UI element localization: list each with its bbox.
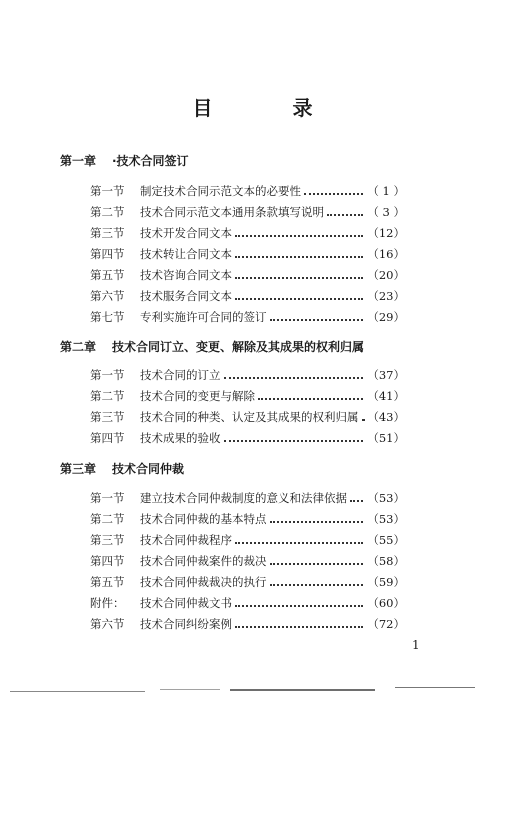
leader-dots bbox=[304, 193, 363, 195]
scan-edge-line bbox=[395, 687, 475, 688]
section-page: （29） bbox=[367, 310, 405, 324]
section-number: 第三节 bbox=[90, 226, 125, 240]
section-page: （72） bbox=[367, 617, 405, 631]
section-number: 第三节 bbox=[90, 410, 125, 424]
section-page: （ 1 ） bbox=[367, 184, 405, 198]
section-number: 第四节 bbox=[90, 554, 125, 568]
section-number: 第五节 bbox=[90, 268, 125, 282]
toc-entry bbox=[90, 288, 405, 304]
section-page: （53） bbox=[367, 512, 405, 526]
section-title: 制定技术合同示范文本的必要性 bbox=[140, 184, 301, 198]
leader-dots bbox=[235, 256, 363, 258]
leader-dots bbox=[235, 277, 363, 279]
chapter-number: 第二章 bbox=[60, 340, 97, 354]
toc-entry bbox=[90, 225, 405, 241]
toc-entry bbox=[90, 388, 405, 404]
section-title: 技术合同仲裁裁决的执行 bbox=[140, 575, 267, 589]
chapter-title: ·技术合同签订 bbox=[112, 154, 189, 168]
chapter-title: 技术合同仲裁 bbox=[112, 462, 185, 476]
toc-entry bbox=[90, 553, 405, 569]
section-page: （12） bbox=[367, 226, 405, 240]
section-page: （ 3 ） bbox=[367, 205, 405, 219]
toc-entry bbox=[90, 595, 405, 611]
section-number: 第六节 bbox=[90, 289, 125, 303]
leader-dots bbox=[235, 605, 363, 607]
scan-edge-line bbox=[10, 691, 145, 692]
leader-dots bbox=[270, 521, 364, 523]
scan-edge-line bbox=[230, 689, 375, 691]
section-title: 技术合同的订立 bbox=[140, 368, 221, 382]
section-number: 第四节 bbox=[90, 247, 125, 261]
section-number: 第二节 bbox=[90, 512, 125, 526]
toc-entry bbox=[90, 490, 405, 506]
section-page: （23） bbox=[367, 289, 405, 303]
chapter-number: 第三章 bbox=[60, 462, 97, 476]
section-page: （55） bbox=[367, 533, 405, 547]
toc-entry bbox=[90, 430, 405, 446]
section-title: 技术合同仲裁的基本特点 bbox=[140, 512, 267, 526]
toc-entry bbox=[90, 246, 405, 262]
section-page: （58） bbox=[367, 554, 405, 568]
toc-entry bbox=[90, 574, 405, 590]
section-page: （51） bbox=[367, 431, 405, 445]
chapter-heading bbox=[60, 152, 189, 169]
section-page: （37） bbox=[367, 368, 405, 382]
toc-entry bbox=[90, 204, 405, 220]
section-title: 建立技术合同仲裁制度的意义和法律依据 bbox=[140, 491, 347, 505]
section-number: 第二节 bbox=[90, 389, 125, 403]
section-number: 第五节 bbox=[90, 575, 125, 589]
section-title: 技术合同的变更与解除 bbox=[140, 389, 255, 403]
section-title: 技术合同仲裁案件的裁决 bbox=[140, 554, 267, 568]
toc-entry bbox=[90, 183, 405, 199]
section-page: （20） bbox=[367, 268, 405, 282]
leader-dots bbox=[235, 298, 363, 300]
section-title: 技术服务合同文本 bbox=[140, 289, 232, 303]
chapter-heading bbox=[60, 338, 364, 355]
section-number: 第三节 bbox=[90, 533, 125, 547]
section-number: 附件： bbox=[90, 596, 125, 610]
section-title: 技术合同纠纷案例 bbox=[140, 617, 232, 631]
section-title: 技术转让合同文本 bbox=[140, 247, 232, 261]
section-page: （41） bbox=[367, 389, 405, 403]
toc-entry bbox=[90, 409, 405, 425]
section-title: 技术合同仲裁程序 bbox=[140, 533, 232, 547]
toc-entry bbox=[90, 616, 405, 632]
section-number: 第四节 bbox=[90, 431, 125, 445]
page-number: 1 bbox=[412, 638, 420, 652]
leader-dots bbox=[362, 419, 364, 421]
toc-entry bbox=[90, 511, 405, 527]
toc-entry bbox=[90, 267, 405, 283]
section-page: （16） bbox=[367, 247, 405, 261]
section-page: （53） bbox=[367, 491, 405, 505]
chapter-heading bbox=[60, 460, 184, 477]
leader-dots bbox=[270, 563, 364, 565]
section-page: （43） bbox=[367, 410, 405, 424]
leader-dots bbox=[235, 626, 363, 628]
toc-entry bbox=[90, 532, 405, 548]
section-number: 第一节 bbox=[90, 368, 125, 382]
chapter-title: 技术合同订立、变更、解除及其成果的权利归属 bbox=[112, 340, 365, 354]
toc-entry bbox=[90, 309, 405, 325]
leader-dots bbox=[258, 398, 363, 400]
section-page: （59） bbox=[367, 575, 405, 589]
leader-dots bbox=[270, 584, 364, 586]
section-title: 技术合同示范文本通用条款填写说明 bbox=[140, 205, 324, 219]
section-number: 第二节 bbox=[90, 205, 125, 219]
section-title: 技术成果的验收 bbox=[140, 431, 221, 445]
leader-dots bbox=[327, 214, 363, 216]
page-title: 目 录 bbox=[192, 96, 343, 120]
section-title: 技术咨询合同文本 bbox=[140, 268, 232, 282]
leader-dots bbox=[350, 500, 363, 502]
section-title: 技术合同仲裁文书 bbox=[140, 596, 232, 610]
toc-entry bbox=[90, 367, 405, 383]
scan-edge-line bbox=[160, 689, 220, 690]
section-page: （60） bbox=[367, 596, 405, 610]
section-number: 第七节 bbox=[90, 310, 125, 324]
section-number: 第一节 bbox=[90, 491, 125, 505]
leader-dots bbox=[224, 377, 364, 379]
leader-dots bbox=[270, 319, 364, 321]
chapter-number: 第一章 bbox=[60, 154, 97, 168]
leader-dots bbox=[224, 440, 364, 442]
leader-dots bbox=[235, 542, 363, 544]
leader-dots bbox=[235, 235, 363, 237]
section-number: 第一节 bbox=[90, 184, 125, 198]
section-number: 第六节 bbox=[90, 617, 125, 631]
section-title: 技术开发合同文本 bbox=[140, 226, 232, 240]
section-title: 技术合同的种类、认定及其成果的权利归属 bbox=[140, 410, 359, 424]
section-title: 专利实施许可合同的签订 bbox=[140, 310, 267, 324]
